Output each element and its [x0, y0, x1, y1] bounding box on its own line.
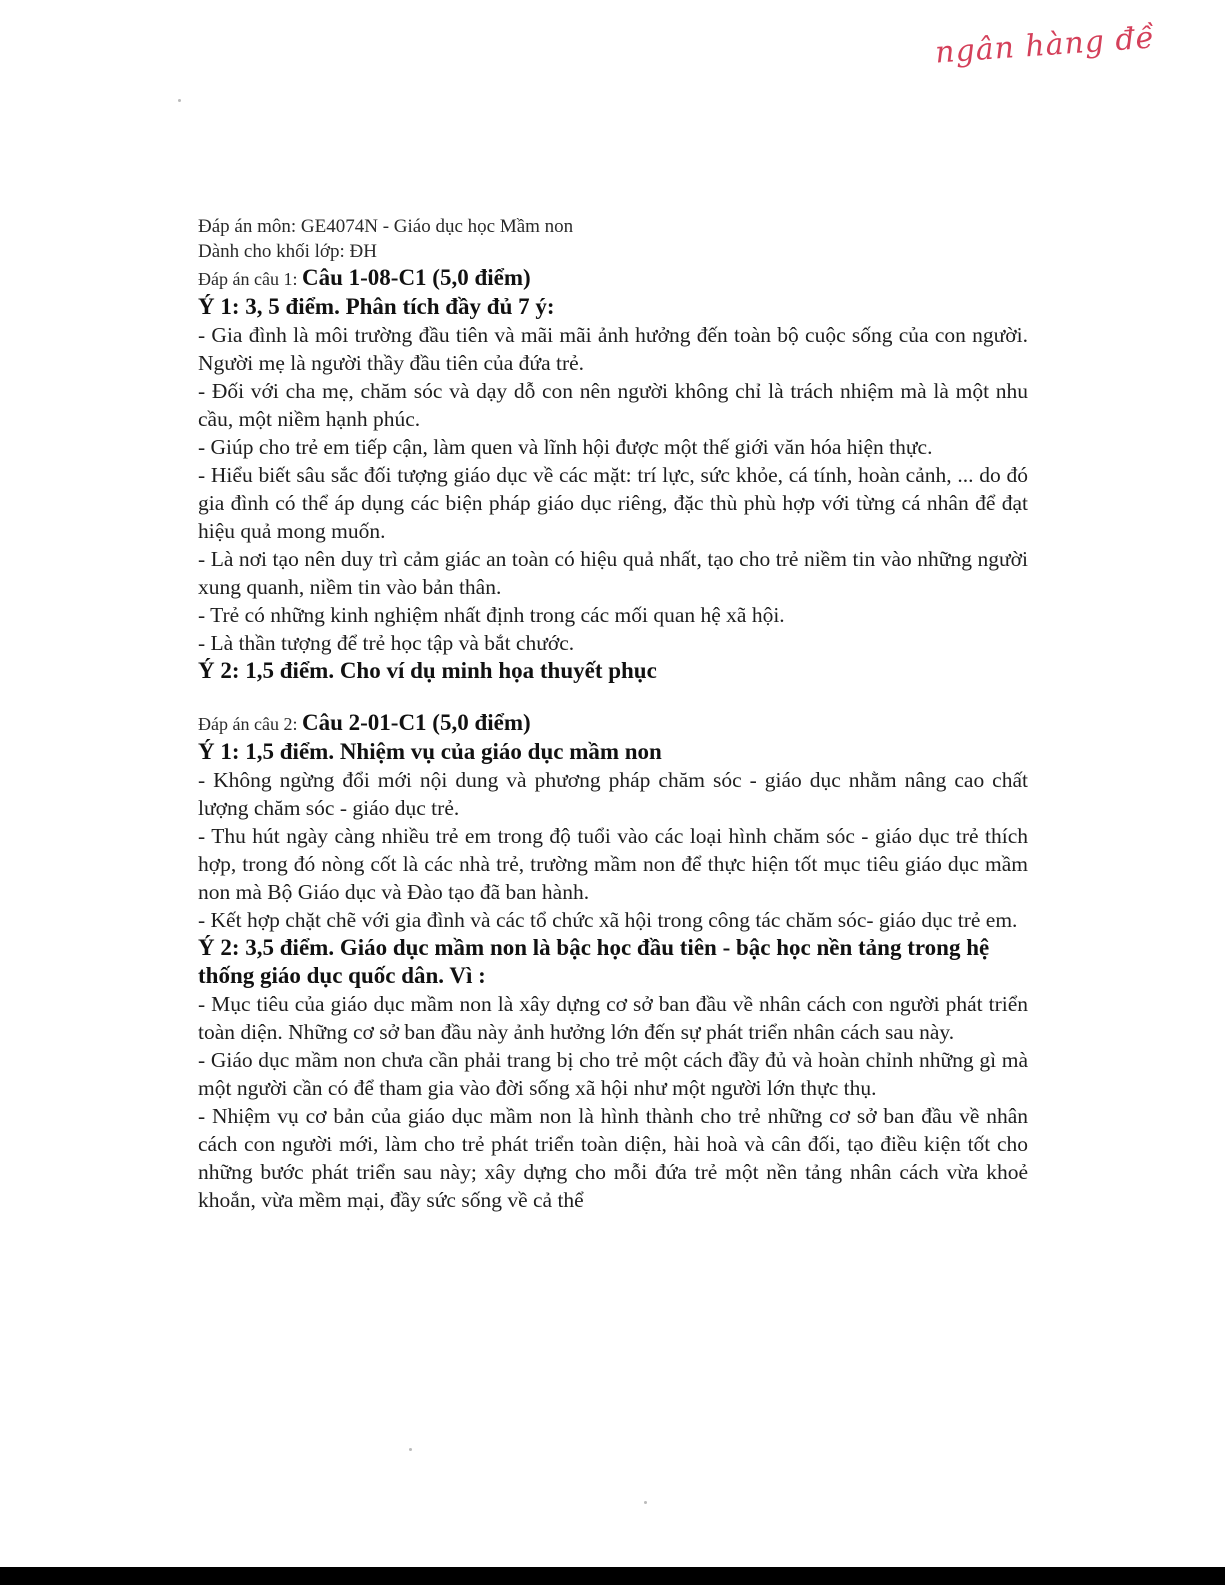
- q1-point: - Đối với cha mẹ, chăm sóc và dạy dỗ con nên người không chỉ là trách nhiệm mà là một nhu cầu, một niềm hạnh phúc.: [198, 379, 1028, 431]
- q1-point: - Gia đình là môi trường đầu tiên và mãi mãi ảnh hưởng đến toàn bộ cuộc sống của con người. Người mẹ là người thầy đầu tiên của đứa trẻ.: [198, 323, 1028, 375]
- q1-idea-1-title: Ý 1: 3, 5 điểm. Phân tích đầy đủ 7 ý:: [198, 294, 555, 319]
- q2-point: - Giáo dục mầm non chưa cần phải trang bị cho trẻ một cách đầy đủ và hoàn chỉnh những gì mà một người cần có để tham gia vào đời sống xã hội như một người lớn thực thụ.: [198, 1048, 1028, 1100]
- scan-speck: [178, 99, 181, 102]
- q2-point: - Không ngừng đổi mới nội dung và phương pháp chăm sóc - giáo dục nhằm nâng cao chất lượng chăm sóc - giáo dục trẻ.: [198, 768, 1028, 820]
- q2-point: - Mục tiêu của giáo dục mầm non là xây dựng cơ sở ban đầu về nhân cách con người phát triển toàn diện. Những cơ sở ban đầu này ảnh hưởng lớn đến sự phát triển nhân cách sau này.: [198, 992, 1028, 1044]
- scan-speck: [409, 1448, 412, 1451]
- q2-point: - Kết hợp chặt chẽ với gia đình và các tổ chức xã hội trong công tác chăm sóc- giáo dục trẻ em.: [198, 908, 1018, 932]
- scan-bottom-edge: [0, 1567, 1225, 1585]
- question-2-title: Câu 2-01-C1 (5,0 điểm): [301, 710, 531, 735]
- q1-point: - Hiểu biết sâu sắc đối tượng giáo dục về các mặt: trí lực, sức khỏe, cá tính, hoàn cảnh, ... do đó gia đình có thể áp dụng các biện pháp giáo dục riêng, đặc thù phù hợp với từng cá nhân để đạt hiệu quả mong muốn.: [198, 463, 1028, 543]
- question-1-title: Câu 1-08-C1 (5,0 điểm): [301, 265, 531, 290]
- q2-idea-2-title: Ý 2: 3,5 điểm. Giáo dục mầm non là bậc học đầu tiên - bậc học nền tảng trong hệ thống giáo dục quốc dân. Vì :: [198, 935, 990, 988]
- level-line: Dành cho khối lớp: ĐH: [198, 241, 377, 262]
- scan-speck: [644, 1501, 647, 1504]
- section-gap: [198, 685, 1028, 709]
- subject-line: Đáp án môn: GE4074N - Giáo dục học Mầm non: [198, 216, 574, 237]
- q2-point: - Nhiệm vụ cơ bản của giáo dục mầm non là hình thành cho trẻ những cơ sở ban đầu về nhân cách con người mới, làm cho trẻ phát triển toàn diện, hài hoà và cân đối, tạo điều kiện tốt cho những bước phát triển sau này; xây dựng cho mỗi đứa trẻ một nền tảng nhân cách vừa khoẻ khoắn, vừa mềm mại, đầy sức sống về cả thể: [198, 1104, 1028, 1212]
- q2-point: - Thu hút ngày càng nhiều trẻ em trong độ tuổi vào các loại hình chăm sóc - giáo dục trẻ thích hợp, trong đó nòng cốt là các nhà trẻ, trường mầm non để thực hiện tốt mục tiêu giáo dục mầm non mà Bộ Giáo dục và Đào tạo đã ban hành.: [198, 824, 1028, 904]
- answer-document: [198, 214, 1028, 1214]
- q2-idea-1-title: Ý 1: 1,5 điểm. Nhiệm vụ của giáo dục mầm non: [198, 739, 662, 764]
- q1-point: - Trẻ có những kinh nghiệm nhất định trong các mối quan hệ xã hội.: [198, 603, 785, 627]
- question-1-heading: [198, 264, 1028, 293]
- q1-point: - Giúp cho trẻ em tiếp cận, làm quen và lĩnh hội được một thế giới văn hóa hiện thực.: [198, 435, 933, 459]
- q1-point: - Là nơi tạo nên duy trì cảm giác an toàn có hiệu quả nhất, tạo cho trẻ niềm tin vào những người xung quanh, niềm tin vào bản thân.: [198, 547, 1028, 599]
- question-1-prefix: Đáp án câu 1:: [198, 269, 302, 289]
- handwritten-note: ngân hàng đề: [934, 20, 1157, 71]
- question-2-prefix: Đáp án câu 2:: [198, 714, 302, 734]
- question-2-heading: [198, 709, 1028, 738]
- q1-point: - Là thần tượng để trẻ học tập và bắt chước.: [198, 631, 575, 655]
- q1-idea-2-title: Ý 2: 1,5 điểm. Cho ví dụ minh họa thuyết phục: [198, 658, 657, 683]
